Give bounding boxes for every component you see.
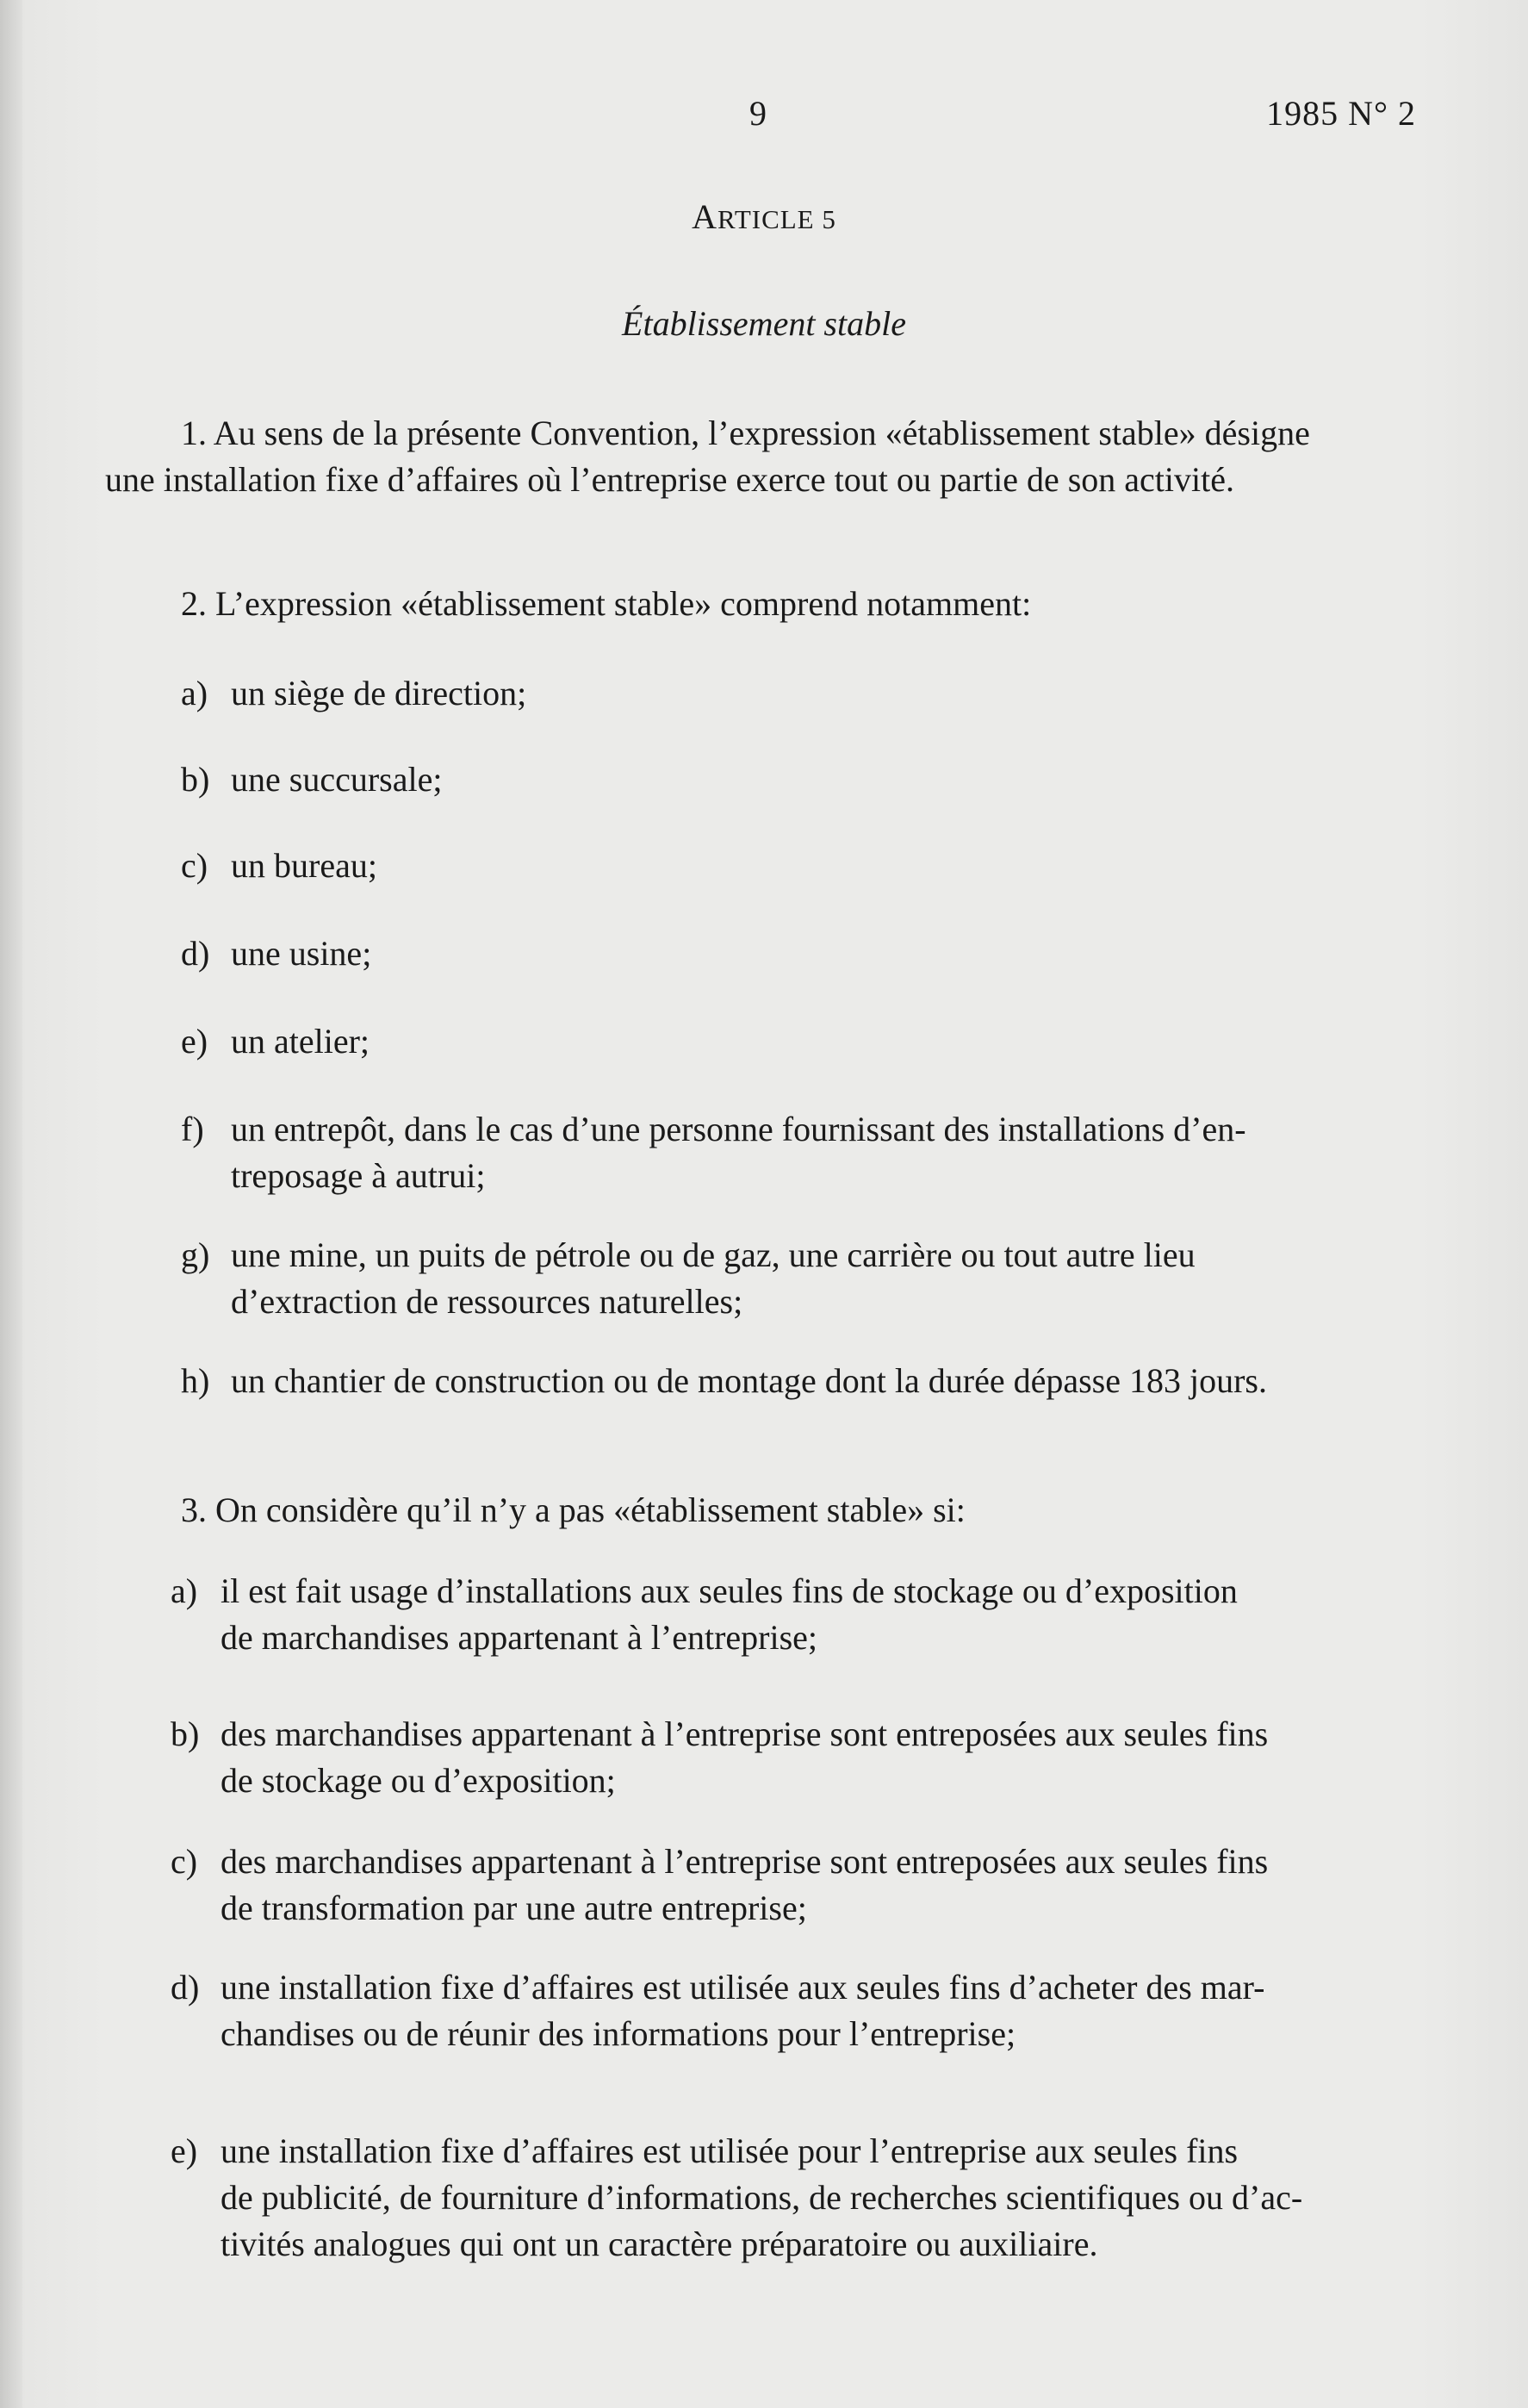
list-item [181,1018,1413,1065]
list-item-letter: a) [181,674,208,712]
list-item [171,1964,1402,2057]
list-item-text: une usine; [231,934,372,973]
list-item-text: une installation fixe d’affaires est utilisée aux seules fins d’acheter des mar- [221,1968,1265,2007]
list-item-text: il est fait usage d’installations aux seules fins de stockage ou d’exposition [221,1571,1238,1610]
list-item-text: de transformation par une autre entreprise; [221,1888,807,1927]
list-item [171,1568,1402,1661]
list-item [171,1711,1402,1804]
list-item [181,670,1413,717]
list-item-text: une succursale; [231,760,443,799]
list-item-letter: b) [171,1714,200,1753]
list-item-letter: c) [181,846,208,885]
list-item [181,1358,1413,1404]
article-subtitle: Établissement stable [622,304,906,343]
article-title [0,196,1528,237]
publication-year-number: 1985 N° 2 [1266,94,1416,133]
list-item-letter: c) [171,1842,198,1881]
list-item-letter: g) [181,1235,210,1274]
list-item-letter: b) [181,760,210,799]
list-item-text: treposage à autrui; [231,1156,486,1195]
list-item-text: tivités analogues qui ont un caractère préparatoire ou auxiliaire. [221,2224,1098,2263]
list-item-text: un siège de direction; [231,674,527,712]
list-item-text: un chantier de construction ou de montage dont la durée dépasse 183 jours. [231,1361,1267,1400]
book-spine-shadow [0,0,22,2408]
paragraph-1 [105,410,1414,503]
list-item-text: des marchandises appartenant à l’entreprise sont entreposées aux seules fins [221,1714,1269,1753]
list-item [171,1839,1402,1932]
list-item-text: une mine, un puits de pétrole ou de gaz, une carrière ou tout autre lieu [231,1235,1196,1274]
list-item-letter: f) [181,1110,204,1148]
list-item [181,1232,1413,1325]
list-item-text: de publicité, de fourniture d’informations, de recherches scientifiques ou d’ac- [221,2178,1303,2217]
list-item-letter: e) [171,2131,198,2170]
article-title-rest: RTICLE 5 [717,204,836,234]
list-item-letter: d) [181,934,210,973]
list-item-letter: a) [171,1571,198,1610]
article-title-initial: A [692,197,717,236]
paragraph-3-intro [105,1487,1414,1534]
list-item [181,1106,1413,1199]
list-item [181,843,1413,889]
paragraph-line: 2. L’expression «établissement stable» comprend notamment: [181,584,1032,623]
list-item [181,930,1413,977]
list-item [181,756,1413,803]
list-item-text: d’extraction de ressources naturelles; [231,1282,743,1321]
list-item-text: des marchandises appartenant à l’entreprise sont entreposées aux seules fins [221,1842,1269,1881]
list-item-text: de stockage ou d’exposition; [221,1761,616,1800]
paragraph-2-intro [105,581,1414,627]
list-item-text: un bureau; [231,846,377,885]
list-item-text: de marchandises appartenant à l’entreprise; [221,1618,818,1657]
page-number: 9 [749,94,767,133]
list-item-text: une installation fixe d’affaires est utilisée pour l’entreprise aux seules fins [221,2131,1239,2170]
list-item-text: chandises ou de réunir des informations pour l’entreprise; [221,2014,1016,2053]
list-item-letter: h) [181,1361,210,1400]
list-item-text: un atelier; [231,1022,370,1061]
list-item [171,2128,1402,2268]
list-item-letter: d) [171,1968,200,2007]
paragraph-line: 3. On considère qu’il n’y a pas «établissement stable» si: [181,1490,966,1529]
list-item-letter: e) [181,1022,208,1061]
list-item-text: un entrepôt, dans le cas d’une personne fournissant des installations d’en- [231,1110,1246,1148]
paragraph-line: une installation fixe d’affaires où l’entreprise exerce tout ou partie de son activité. [105,460,1234,499]
paragraph-line: 1. Au sens de la présente Convention, l’expression «établissement stable» désigne [181,414,1310,452]
